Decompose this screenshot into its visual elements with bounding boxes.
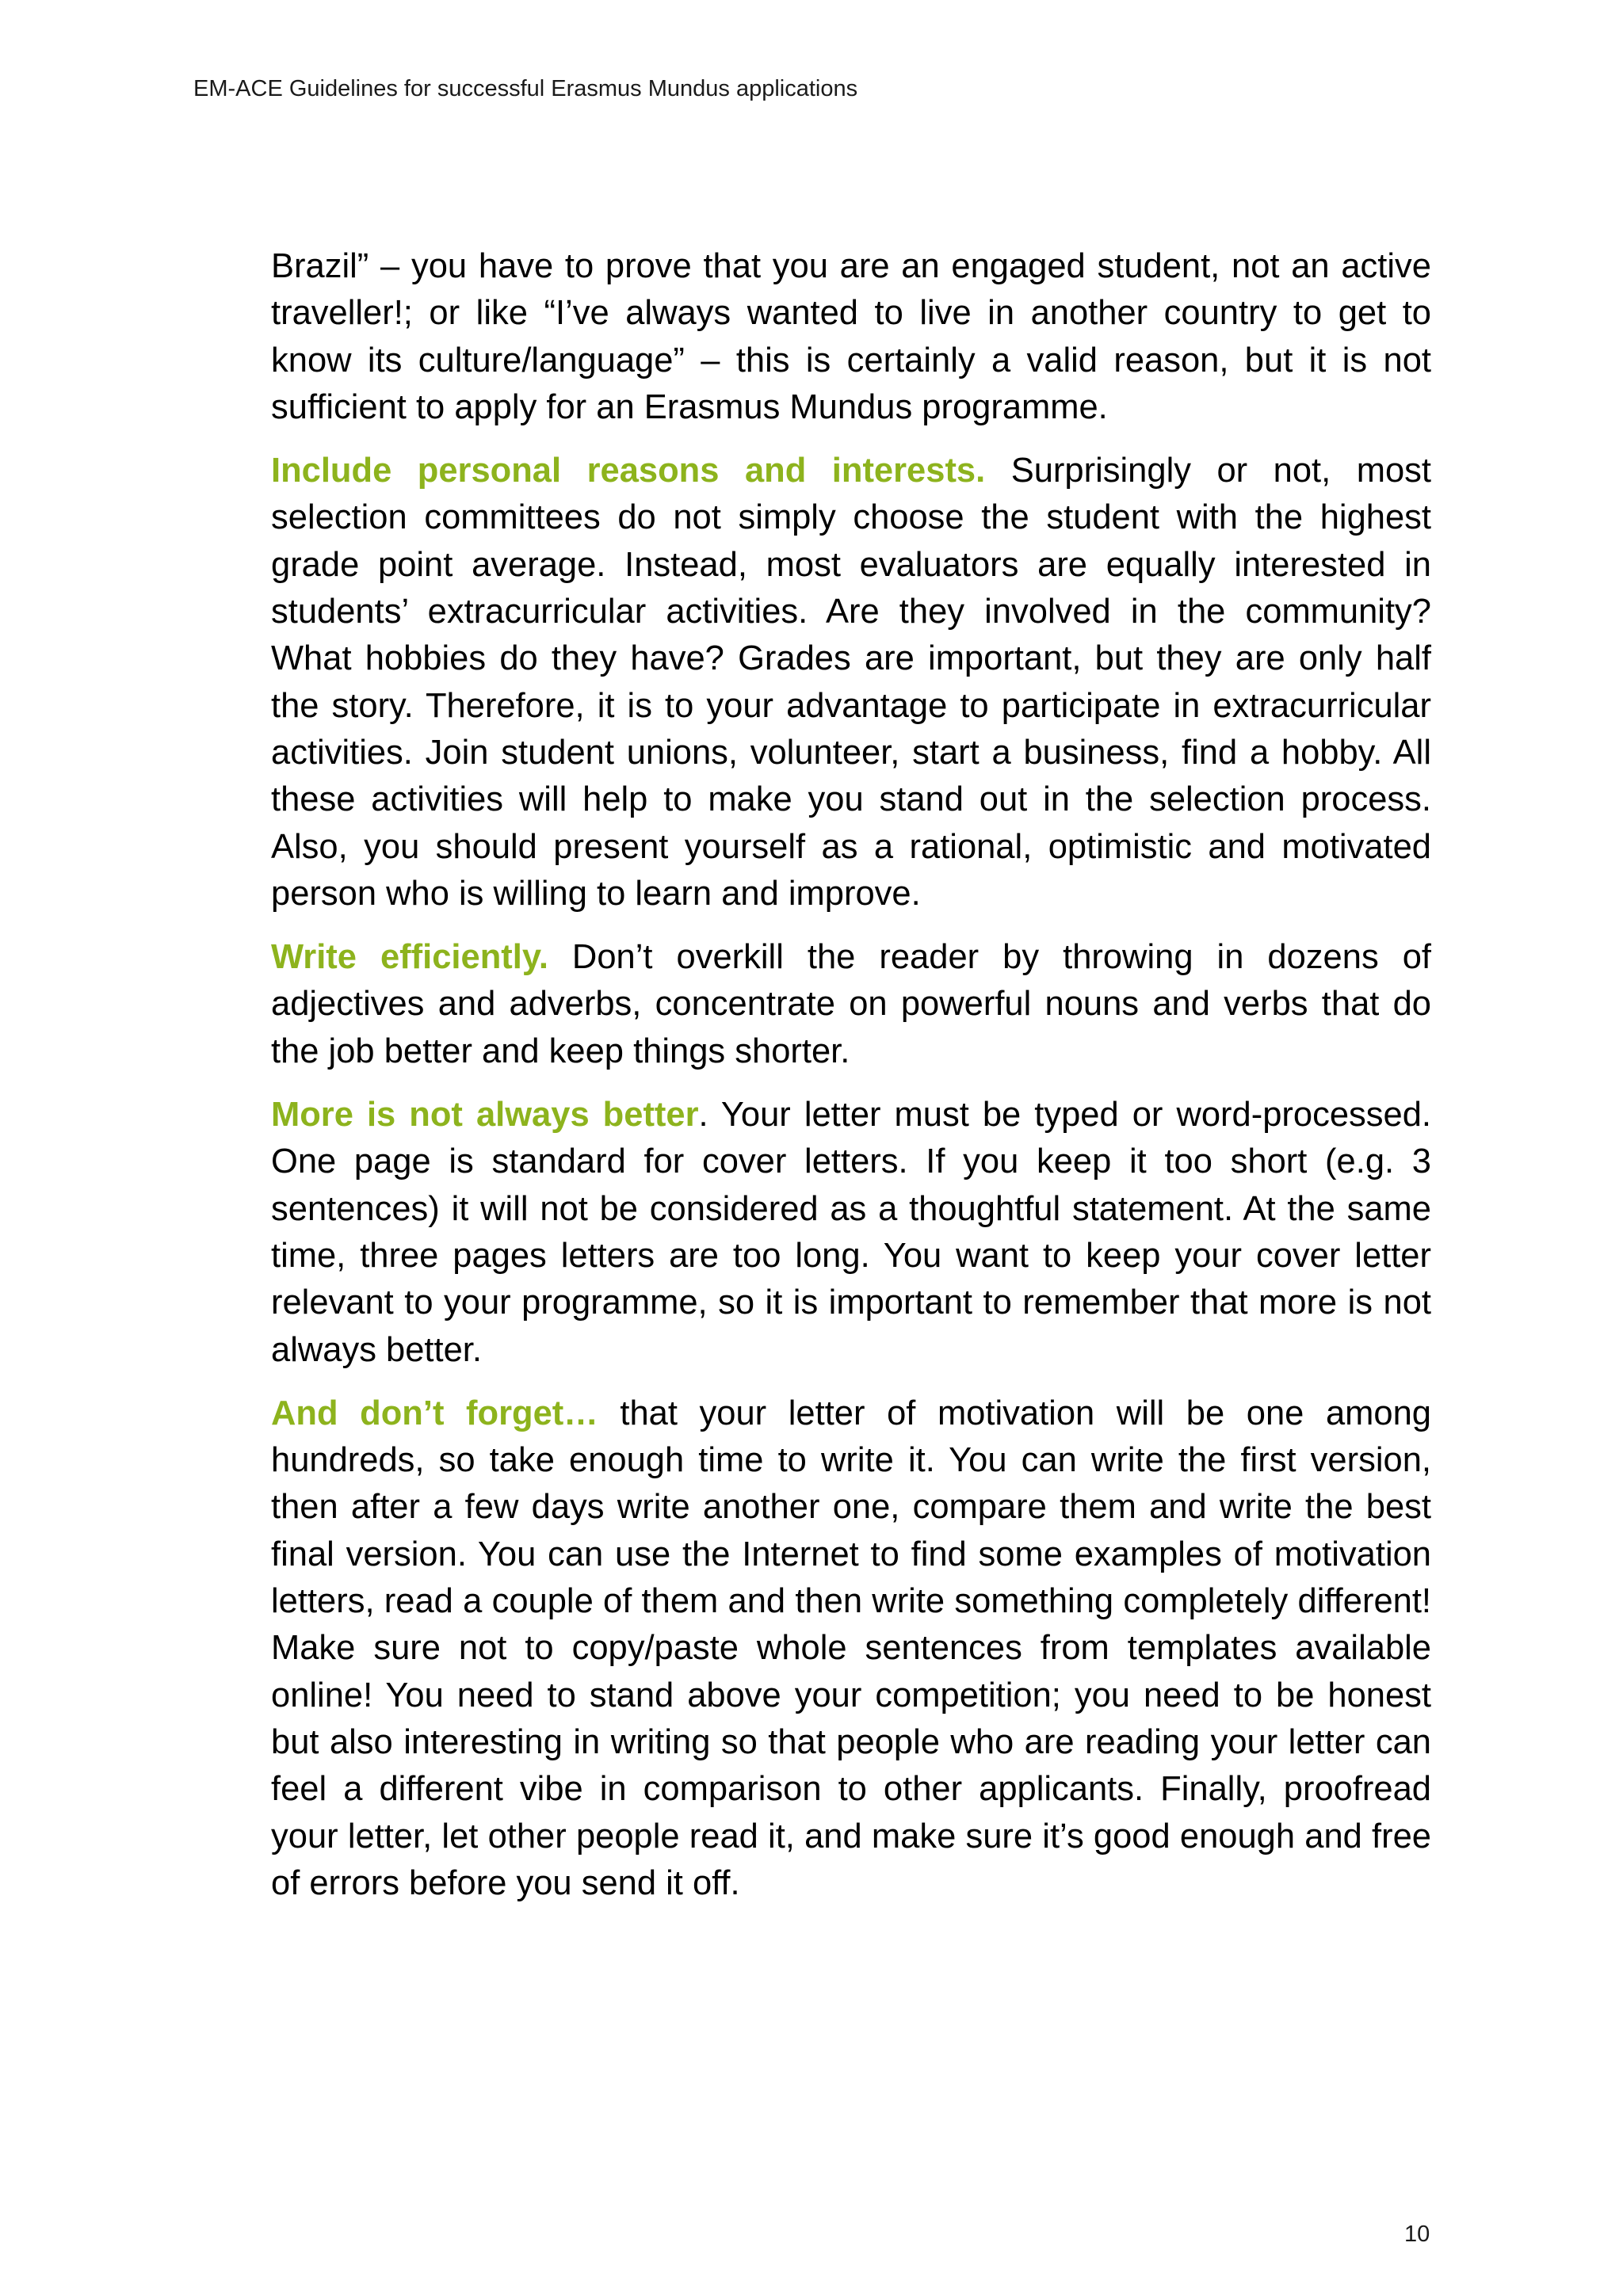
paragraph-personal-reasons: [271, 448, 1431, 917]
body-text: [271, 243, 1431, 1907]
paragraph-text: . Your letter must be typed or word-processed. One page is standard for cover letters. If you keep it too short (e.g. 3 sentences) it will not be considered as a thoughtful statement. At the same time, three pages letters are too long. You want to keep your cover letter relevant to your programme, so it is important to remember that more is not always better.: [271, 1096, 1432, 1369]
page-number: 10: [1404, 2222, 1430, 2247]
paragraph-continuation: [271, 243, 1431, 431]
paragraph-more-not-better: [271, 1092, 1431, 1374]
paragraph-lead-heading: Include personal reasons and interests.: [271, 452, 986, 490]
paragraph-dont-forget: [271, 1390, 1431, 1907]
paragraph-text: Brazil” – you have to prove that you are an engaged student, not an active traveller!; or like “I’ve always wanted to live in another country to get to know its culture/language” – this is certainly a valid reason, but it is not sufficient to apply for an Erasmus Mundus programme.: [271, 247, 1431, 426]
paragraph-lead-heading: More is not always better: [271, 1096, 699, 1135]
paragraph-text: that your letter of motivation will be one among hundreds, so take enough time to write it. You can write the first version, then after a few days write another one, compare them and write the best final version. You can use the Internet to find some examples of motivation letters, read a couple of them and then write something completely different! Make sure not to copy/paste whole sentences from templates available online! You need to stand above your competition; you need to be honest but also interesting in writing so that people who are reading your letter can feel a different vibe in comparison to other applicants. Finally, proofread your letter, let other people read it, and make sure it’s good enough and free of errors before you send it off.: [271, 1394, 1431, 1902]
running-header: EM-ACE Guidelines for successful Erasmus Mundus applications: [193, 76, 858, 101]
paragraph-lead-heading: And don’t forget…: [271, 1394, 598, 1432]
paragraph-write-efficiently: [271, 934, 1431, 1075]
paragraph-lead-heading: Write efficiently.: [271, 938, 548, 977]
paragraph-text: Surprisingly or not, most selection committees do not simply choose the student with the highest grade point average. Instead, most evaluators are equally interested in students’ extracurricular activities. Are they involved in the community? What hobbies do they have? Grades are important, but they are only half the story. Therefore, it is to your advantage to participate in extracurricular activities. Join student unions, volunteer, start a business, find a hobby. All these activities will help to make you stand out in the selection process. Also, you should present yourself as a rational, optimistic and motivated person who is willing to learn and improve.: [271, 452, 1432, 913]
paragraph-text: Don’t overkill the reader by throwing in dozens of adjectives and adverbs, concentrate on powerful nouns and verbs that do the job better and keep things shorter.: [271, 938, 1431, 1070]
